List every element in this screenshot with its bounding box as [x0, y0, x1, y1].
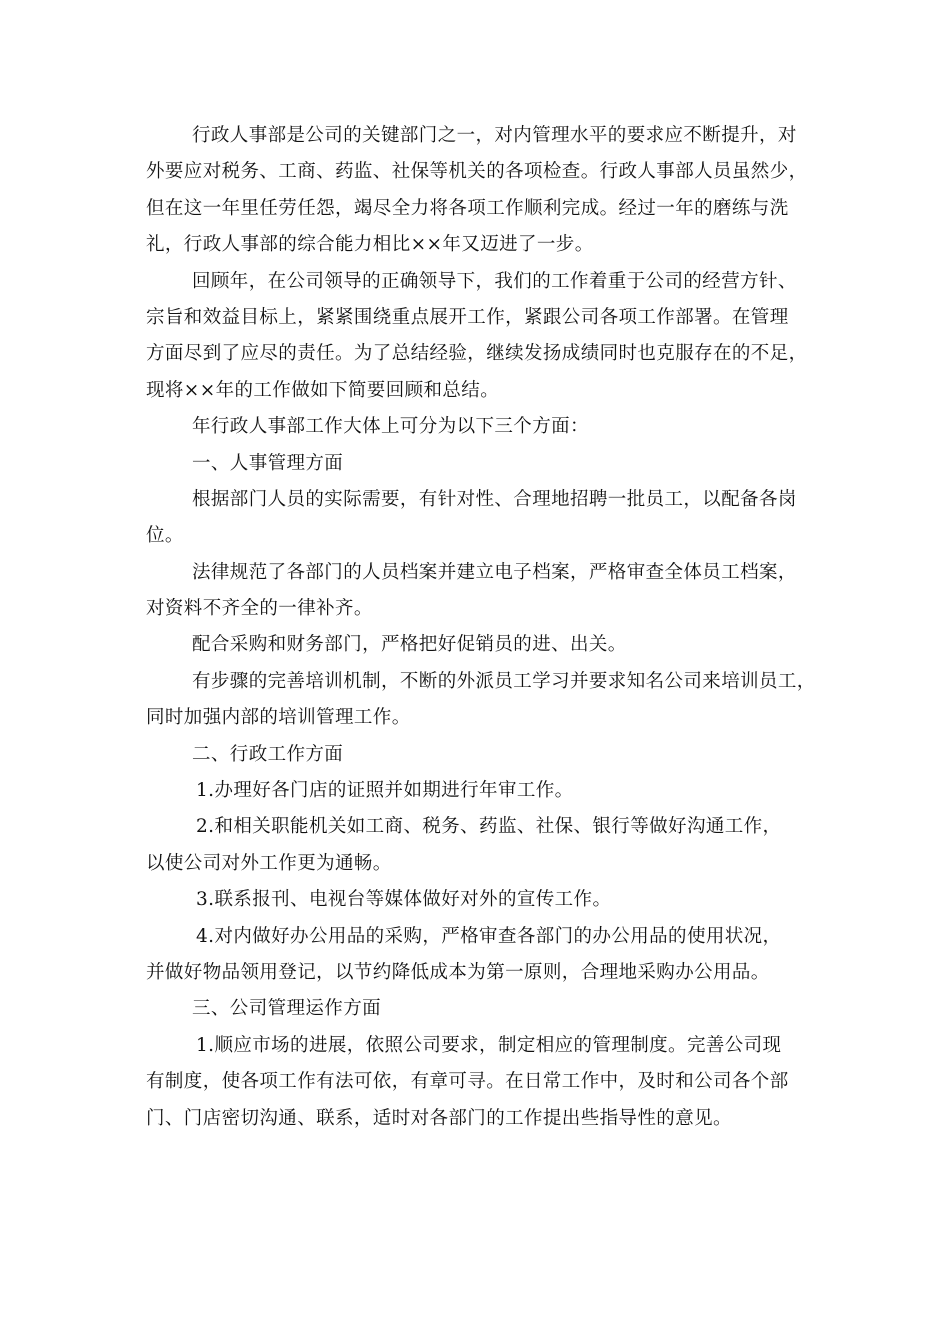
text-line: 宗旨和效益目标上，紧紧围绕重点展开工作，紧跟公司各项工作部署。在管理 [146, 306, 789, 328]
text-line: 根据部门人员的实际需要，有针对性、合理地招聘一批员工，以配备各岗 [192, 488, 797, 510]
text-line: 回顾年，在公司领导的正确领导下，我们的工作着重于公司的经营方针、 [192, 270, 797, 292]
text-line: 门、门店密切沟通、联系，适时对各部门的工作提出些指导性的意见。 [146, 1107, 732, 1129]
text-line: 行政人事部是公司的关键部门之一，对内管理水平的要求应不断提升，对 [192, 125, 797, 146]
text-line: 配合采购和财务部门，严格把好促销员的进、出关。 [192, 634, 627, 656]
list-item: 1.顺应市场的进展，依照公司要求，制定相应的管理制度。完善公司现 [196, 1034, 782, 1056]
text-line: 有步骤的完善培训机制，不断的外派员工学习并要求知名公司来培训员工， [192, 670, 816, 692]
text-line: 位。 [146, 525, 184, 547]
list-item: 2.和相关职能机关如工商、税务、药监、社保、银行等做好沟通工作， [196, 816, 782, 838]
text-line: 有制度，使各项工作有法可依，有章可寻。在日常工作中，及时和公司各个部 [146, 1071, 789, 1093]
text-line: 对资料不齐全的一律补齐。 [146, 598, 373, 620]
text-line: 方面尽到了应尽的责任。为了总结经验，继续发扬成绩同时也克服存在的不足， [146, 343, 808, 365]
document-body [146, 118, 816, 1137]
list-item: 3.联系报刊、电视台等媒体做好对外的宣传工作。 [196, 889, 612, 911]
list-item: 4.对内做好办公用品的采购，严格审查各部门的办公用品的使用状况， [196, 925, 782, 947]
text-line: 同时加强内部的培训管理工作。 [146, 707, 411, 729]
text-line: 并做好物品领用登记，以节约降低成本为第一原则，合理地采购办公用品。 [146, 961, 770, 983]
text-line: 年行政人事部工作大体上可分为以下三个方面： [192, 416, 589, 438]
text-line: 以使公司对外工作更为通畅。 [146, 852, 392, 874]
text-line: 法律规范了各部门的人员档案并建立电子档案，严格审查全体员工档案， [192, 561, 797, 583]
text-line: 但在这一年里任劳任怨，竭尽全力将各项工作顺利完成。经过一年的磨练与洗 [146, 197, 789, 219]
text-line: 礼，行政人事部的综合能力相比××年又迈进了一步。 [146, 234, 594, 256]
section-heading: 三、公司管理运作方面 [192, 998, 382, 1020]
text-line: 现将××年的工作做如下简要回顾和总结。 [146, 379, 500, 401]
section-heading: 二、行政工作方面 [192, 743, 344, 765]
list-item: 1.办理好各门店的证照并如期进行年审工作。 [196, 780, 574, 802]
text-line: 外要应对税务、工商、药监、社保等机关的各项检查。行政人事部人员虽然少， [146, 161, 808, 183]
section-heading: 一、人事管理方面 [192, 452, 344, 474]
